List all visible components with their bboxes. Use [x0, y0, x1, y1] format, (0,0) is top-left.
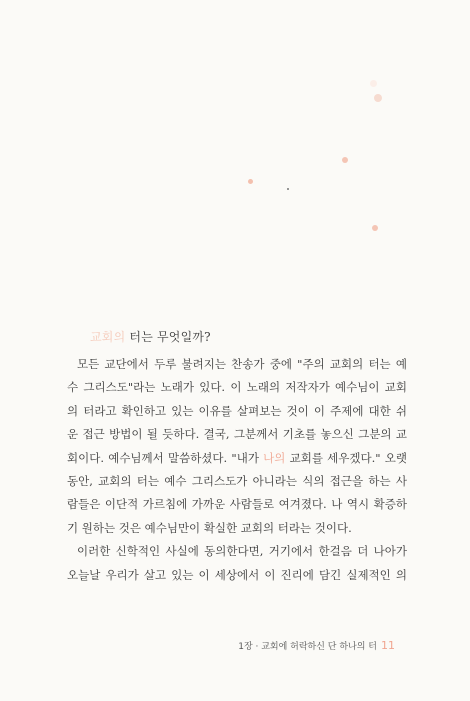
- text-line: 기 원하는 것은 예수님만이 확실한 교회의 터라는 것이다.: [67, 520, 352, 535]
- decorative-dot: [374, 94, 382, 102]
- text-line: [67, 447, 407, 470]
- text-segment: 교회를 세우겠다." 오랫: [285, 450, 407, 465]
- text-line: 오늘날 우리가 살고 있는 이 세상에서 이 진리에 담긴 실제적인 의: [67, 567, 407, 582]
- text-line: 동안, 교회의 터는 예수 그리스도가 아니라는 식의 접근을 하는 사: [67, 474, 407, 489]
- heading-text: 터는 무엇일까?: [125, 330, 211, 344]
- chapter-title: 1장 · 교회에 허락하신 단 하나의 터: [238, 642, 377, 652]
- page-footer: [238, 639, 395, 652]
- text-line: 의 터라고 확인하고 있는 이유를 살펴보는 것이 이 주제에 대한 쉬: [67, 403, 407, 418]
- text-line: 람들은 이단적 가르침에 가까운 사람들로 여겨졌다. 나 역시 확증하: [67, 497, 407, 512]
- text-line: 이러한 신학적인 사실에 동의한다면, 거기에서 한걸음 더 나아가: [77, 544, 407, 559]
- body-text: [67, 353, 407, 587]
- decorative-dot: [248, 179, 253, 184]
- text-line: 운 접근 방법이 될 듯하다. 결국, 그분께서 기초를 놓으신 그분의 교: [67, 427, 407, 442]
- page-number: 11: [381, 639, 395, 652]
- decorative-dot: [370, 80, 377, 87]
- decorative-dot: [287, 188, 289, 190]
- section-heading: [90, 328, 211, 345]
- text-line: 모든 교단에서 두루 불려지는 찬송가 중에 "주의 교회의 터는 예: [77, 357, 407, 371]
- heading-accent: 교회의: [90, 330, 126, 344]
- decorative-dot: [372, 225, 378, 231]
- paragraph-2: [67, 540, 407, 587]
- decorative-dot: [342, 157, 348, 163]
- text-line: 수 그리스도"라는 노래가 있다. 이 노래의 저작자가 예수님이 교회: [67, 380, 407, 395]
- text-segment: 회이다. 예수님께서 말씀하셨다. "내가: [67, 450, 264, 465]
- paragraph-1: [67, 353, 407, 540]
- highlighted-word: 나의: [263, 450, 286, 465]
